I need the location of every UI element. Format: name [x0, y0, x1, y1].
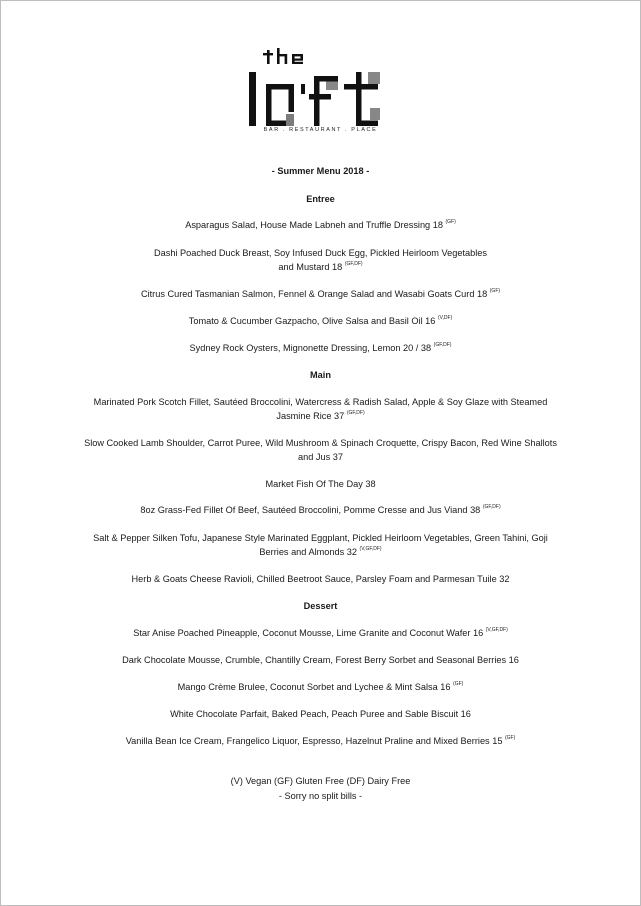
- menu-item: and Jus 37: [298, 452, 343, 462]
- dietary-tag: (GF): [445, 219, 456, 225]
- dietary-tag: (V,GF,DF): [485, 627, 508, 633]
- dietary-tag: (V,DF): [437, 315, 453, 321]
- menu-item: Sydney Rock Oysters, Mignonette Dressing, Lemon 20 / 38 $^{(GF,DF)}$: [189, 342, 452, 353]
- menu-item: and Mustard 18 $^{(GF,DF)}$: [278, 261, 363, 272]
- menu-item: Marinated Pork Scotch Fillet, Sautéed Broccolini, Watercress & Radish Salad, Apple & Soy Glaze with Steamed: [93, 397, 548, 407]
- menu-item: Tomato & Cucumber Gazpacho, Olive Salsa and Basil Oil 16 $^{(V,DF)}$: [188, 315, 453, 326]
- section-heading-dessert: Dessert: [303, 601, 338, 611]
- menu-item: Dashi Poached Duck Breast, Soy Infused Duck Egg, Pickled Heirloom Vegetables: [154, 248, 487, 258]
- menu-item: Slow Cooked Lamb Shoulder, Carrot Puree, Wild Mushroom & Spinach Croquette, Crispy Bacon, Red Wine Shallots: [84, 438, 557, 448]
- dietary-tag: (GF,DF): [344, 261, 363, 267]
- menu-item: Star Anise Poached Pineapple, Coconut Mousse, Lime Granite and Coconut Wafer 16 $^{(V,GF,DF)}$: [133, 627, 508, 638]
- dietary-tag: (GF,DF): [482, 504, 501, 510]
- restaurant-logo: [0, 42, 641, 138]
- menu-title: - Summer Menu 2018 -: [271, 166, 370, 176]
- menu-item: Market Fish Of The Day 38: [265, 479, 376, 489]
- dietary-legend: (V) Vegan (GF) Gluten Free (DF) Dairy Free: [230, 776, 411, 786]
- menu-item: Mango Crème Brulee, Coconut Sorbet and Lychee & Mint Salsa 16 $^{(GF)}$: [177, 681, 464, 692]
- menu-item: Herb & Goats Cheese Ravioli, Chilled Beetroot Sauce, Parsley Foam and Parmesan Tuile 32: [131, 574, 510, 584]
- menu-item: Jasmine Rice 37 $^{(GF,DF)}$: [276, 410, 365, 421]
- dietary-tag: (GF): [505, 735, 516, 741]
- dietary-tag: (GF,DF): [346, 410, 365, 416]
- menu-item: 8oz Grass-Fed Fillet Of Beef, Sautéed Broccolini, Pomme Cresse and Jus Viand 38 $^{(GF,DF)}$: [140, 504, 501, 515]
- menu-item: Asparagus Salad, House Made Labneh and Truffle Dressing 18 $^{(GF)}$: [185, 219, 456, 230]
- menu-item: White Chocolate Parfait, Baked Peach, Peach Puree and Sable Biscuit 16: [170, 709, 471, 719]
- section-heading-entree: Entree: [306, 194, 335, 204]
- menu-item: Berries and Almonds 32 $^{(V,GF,DF)}$: [259, 546, 382, 557]
- dietary-tag: (GF): [453, 681, 464, 687]
- split-bill-note: - Sorry no split bills -: [278, 791, 363, 801]
- logo-tagline: BAR . RESTAURANT . PLACE: [263, 127, 378, 133]
- dietary-tag: (V,GF,DF): [359, 546, 382, 552]
- dietary-tag: (GF): [489, 288, 501, 294]
- menu-item: Salt & Pepper Silken Tofu, Japanese Style Marinated Eggplant, Pickled Heirloom Vegetables, Green Tahini, Goji: [93, 533, 548, 543]
- dietary-tag: (GF,DF): [433, 342, 452, 348]
- menu-item: Vanilla Bean Ice Cream, Frangelico Liquor, Espresso, Hazelnut Praline and Mixed Berries 15 $^{(GF)}$: [125, 735, 516, 746]
- menu-item: Citrus Cured Tasmanian Salmon, Fennel & Orange Salad and Wasabi Goats Curd 18 $^{(GF)}$: [140, 288, 501, 299]
- section-heading-main: Main: [310, 370, 331, 380]
- menu-item: Dark Chocolate Mousse, Crumble, Chantilly Cream, Forest Berry Sorbet and Seasonal Berries 16: [122, 655, 519, 665]
